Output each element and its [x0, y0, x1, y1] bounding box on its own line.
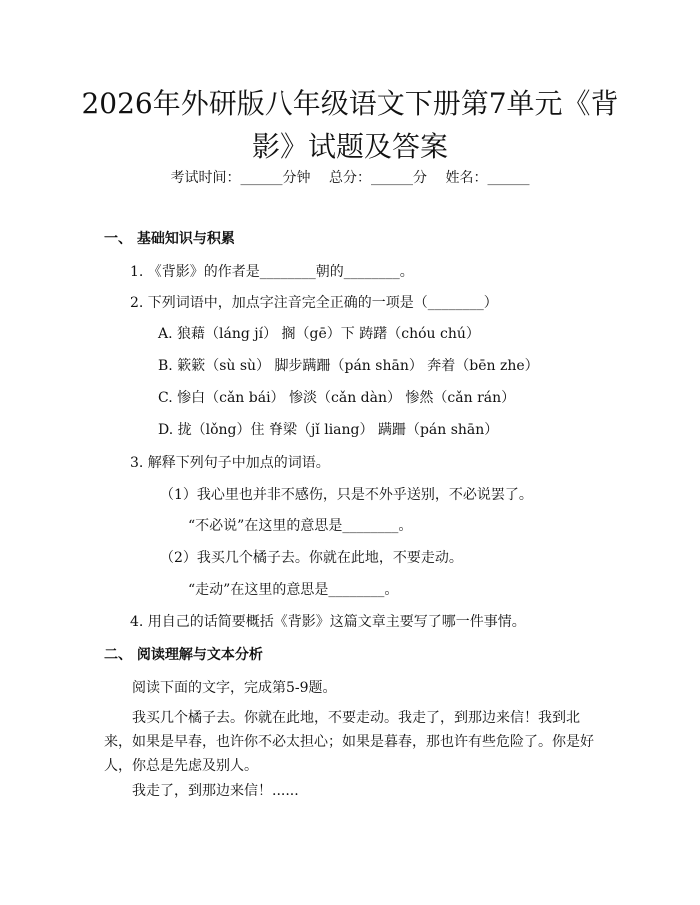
option-a: A. 狼藉（láng jí） 搁（gē）下 踌躇（chóu chú）	[158, 326, 480, 342]
option-b: B. 簌簌（sù sù） 脚步蹒跚（pán shān） 奔着（bēn zhe）	[158, 358, 539, 374]
question-3-sub-2-answer: “走动”在这里的意思是________。	[188, 582, 399, 598]
document-title	[70, 82, 630, 168]
section-heading-basics: 一、 基础知识与积累	[104, 231, 235, 247]
option-d: D. 拢（lǒng）住 脊梁（jǐ liang） 蹒跚（pán shān）	[158, 422, 499, 438]
question-2: 2. 下列词语中，加点字注音完全正确的一项是（________）	[130, 295, 498, 311]
question-3-sub-1-answer: “不必说”在这里的意思是________。	[188, 518, 413, 534]
question-1: 1. 《背影》的作者是________朝的________。	[130, 264, 414, 280]
section-heading-reading: 二、 阅读理解与文本分析	[104, 647, 263, 663]
question-3-sub-2: （2）我买几个橘子去。你就在此地，不要走动。	[160, 550, 463, 566]
title-line-2: 影》试题及答案	[251, 130, 448, 163]
title-line-1: 2026年外研版八年级语文下册第7单元《背	[81, 87, 619, 120]
exam-meta	[0, 167, 700, 187]
question-4: 4. 用自己的话简要概括《背影》这篇文章主要写了哪一件事情。	[130, 614, 526, 630]
total-score-field: 总分：______分	[329, 170, 427, 186]
question-3: 3. 解释下列句子中加点的词语。	[130, 455, 330, 471]
student-name-field: 姓名：______	[445, 170, 530, 186]
question-3-sub-1: （1）我心里也并非不感伤，只是不外乎送别，不必说罢了。	[160, 487, 533, 503]
exam-time-field: 考试时间：______分钟	[170, 170, 311, 186]
reading-passage-continued: 我走了，到那边来信！......	[132, 783, 299, 799]
option-c: C. 惨白（cǎn bái） 惨淡（cǎn dàn） 惨然（cǎn rán）	[158, 390, 516, 406]
reading-passage: 我买几个橘子去。你就在此地，不要走动。我走了，到那边来信！我到北来，如果是早春，也许你不必太担心；如果是暮春，那也许有些危险了。你是好人，你总是先虑及别人。	[104, 710, 594, 774]
reading-instructions: 阅读下面的文字，完成第5-9题。	[132, 680, 337, 696]
